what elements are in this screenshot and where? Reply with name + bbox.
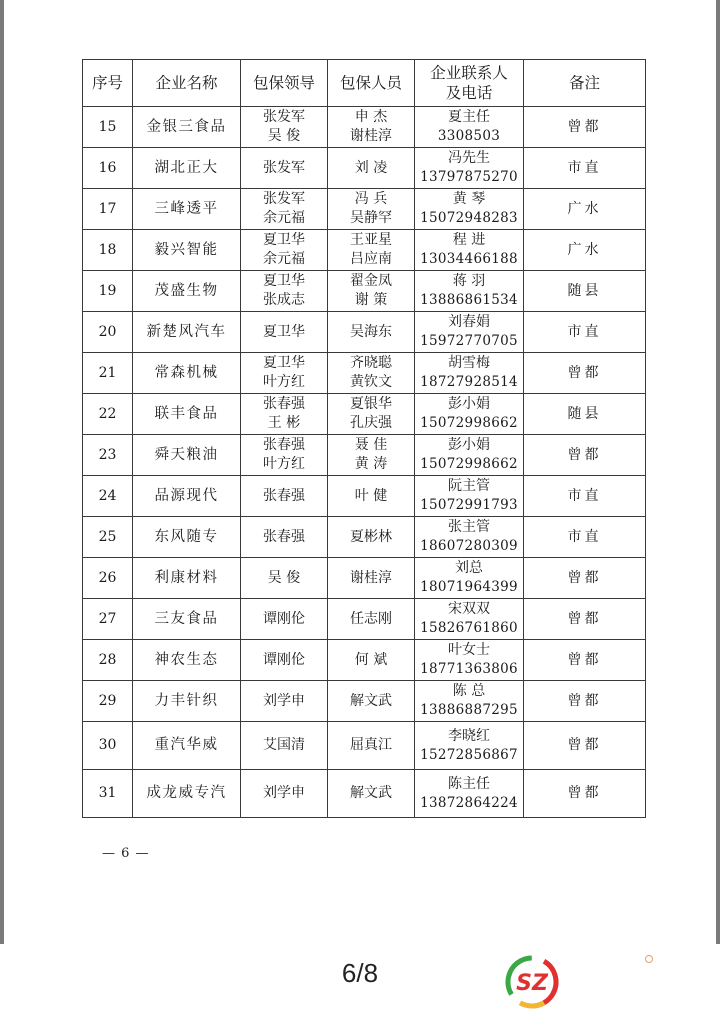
cell-staff-line: 夏银华 (350, 396, 392, 412)
cell-note-line: 广水 (567, 241, 602, 258)
cell-no (83, 107, 133, 148)
cell-staff-line: 解文武 (350, 692, 392, 709)
cell-staff (328, 394, 415, 435)
cell-contact-line: 15272856867 (420, 746, 518, 763)
cell-company-line: 三友食品 (154, 610, 219, 627)
cell-contact-line: 15972770705 (420, 333, 518, 349)
cell-company-line: 湖北正大 (154, 159, 219, 176)
cell-no (83, 640, 133, 681)
cell-company (133, 271, 241, 312)
cell-staff-line: 齐晓聪 (350, 355, 392, 371)
cell-leader-line: 刘学申 (263, 692, 305, 709)
cell-company-line: 常森机械 (154, 364, 219, 381)
cell-leader-line: 夏卫华 (263, 232, 305, 248)
cell-company (133, 189, 241, 230)
cell-no-line: 26 (98, 569, 117, 586)
cell-staff-line: 谢桂淳 (350, 128, 392, 144)
table-row (83, 681, 646, 722)
cell-no-line: 15 (98, 118, 117, 135)
cell-staff-line: 聂 佳 (354, 437, 388, 453)
cell-no (83, 189, 133, 230)
cell-leader (241, 271, 328, 312)
cell-staff-line: 谢桂淳 (350, 569, 392, 586)
table-row (83, 230, 646, 271)
cell-note-line: 曾都 (567, 118, 602, 135)
cell-no-line: 22 (98, 405, 117, 422)
cell-contact (415, 681, 524, 722)
header-staff: 包保人员 (328, 60, 415, 107)
cell-staff-line: 吴静罕 (350, 210, 392, 226)
cell-contact-line: 15072998662 (420, 456, 518, 472)
cell-leader (241, 599, 328, 640)
cell-company (133, 312, 241, 353)
cell-company-line: 舜天粮油 (154, 446, 219, 463)
cell-company-line: 力丰针织 (154, 692, 219, 709)
cell-leader (241, 681, 328, 722)
cell-note-line: 曾都 (567, 651, 602, 668)
cell-leader (241, 107, 328, 148)
cell-no-line: 18 (98, 241, 117, 258)
page-indicator: 6/8 (341, 958, 379, 988)
cell-contact (415, 722, 524, 770)
cell-no-line: 16 (98, 159, 117, 176)
table-row (83, 517, 646, 558)
cell-contact (415, 435, 524, 476)
cell-note (524, 681, 646, 722)
cell-contact-line: 18607280309 (420, 538, 518, 554)
cell-leader (241, 148, 328, 189)
table-row (83, 189, 646, 230)
cell-staff-line: 任志刚 (350, 610, 392, 627)
cell-staff (328, 148, 415, 189)
cell-staff-line: 冯 兵 (354, 191, 388, 207)
table-row (83, 558, 646, 599)
cell-no (83, 558, 133, 599)
cell-staff (328, 517, 415, 558)
cell-leader-line: 王 彬 (267, 415, 301, 431)
cell-no (83, 230, 133, 271)
cell-contact-line: 18771363806 (420, 661, 518, 677)
cell-leader (241, 353, 328, 394)
cell-leader-line: 张春强 (263, 437, 305, 453)
header-contact (415, 60, 524, 107)
cell-contact (415, 599, 524, 640)
cell-leader-line: 吴 俊 (267, 569, 301, 586)
cell-leader-line: 张发军 (263, 109, 305, 125)
cell-company (133, 476, 241, 517)
cell-company (133, 599, 241, 640)
cell-note-line: 随县 (567, 405, 602, 422)
table-row (83, 722, 646, 770)
page-number: — 6 — (102, 846, 150, 861)
cell-no-line: 23 (98, 446, 117, 463)
cell-contact (415, 394, 524, 435)
cell-note-line: 广水 (567, 200, 602, 217)
cell-contact-line: 15072998662 (420, 415, 518, 431)
cell-leader-line: 吴 俊 (267, 128, 301, 144)
cell-leader-line: 夏卫华 (263, 355, 305, 371)
enterprise-table (82, 59, 646, 818)
cell-contact-line: 刘春娟 (448, 314, 490, 330)
document-page (4, 0, 716, 944)
cell-staff (328, 558, 415, 599)
header-no: 序号 (83, 60, 133, 107)
cell-contact (415, 189, 524, 230)
cell-no (83, 353, 133, 394)
cell-leader-line: 刘学申 (263, 785, 305, 801)
cell-leader-line: 叶方红 (263, 374, 305, 390)
table-row (83, 353, 646, 394)
cell-company-line: 品源现代 (154, 487, 219, 504)
cell-staff-line: 孔庆强 (350, 415, 392, 431)
cell-contact-line: 18071964399 (420, 579, 518, 595)
cell-note (524, 770, 646, 818)
cell-company-line: 三峰透平 (154, 200, 219, 217)
cell-contact-line: 夏主任 (448, 109, 490, 125)
cell-note (524, 107, 646, 148)
cell-company (133, 640, 241, 681)
cell-staff-line: 王亚星 (350, 232, 392, 248)
cell-note (524, 148, 646, 189)
cell-no-line: 30 (98, 737, 117, 753)
cell-contact-line: 胡雪梅 (448, 355, 490, 371)
cell-staff-line: 屈真江 (350, 737, 392, 753)
cell-contact-line: 张主管 (448, 519, 490, 535)
cell-note-line: 市直 (567, 528, 602, 545)
cell-contact (415, 640, 524, 681)
cell-no-line: 19 (98, 282, 117, 299)
cell-note-line: 曾都 (567, 610, 602, 627)
cell-contact-line: 15072991793 (420, 497, 518, 513)
cell-note-line: 曾都 (567, 569, 602, 586)
cell-staff-line: 夏彬林 (350, 528, 392, 545)
cell-company-line: 利康材料 (154, 569, 219, 586)
cell-leader-line: 张春强 (263, 528, 305, 545)
cell-contact-line: 13797875270 (420, 169, 518, 185)
logo-text: SZ (516, 971, 548, 996)
cell-no (83, 599, 133, 640)
cell-no-line: 28 (98, 651, 117, 668)
cell-staff-line: 叶 健 (354, 487, 388, 504)
cell-contact-line: 13886887295 (420, 702, 518, 718)
cell-company (133, 394, 241, 435)
cell-no (83, 312, 133, 353)
cell-company (133, 558, 241, 599)
cell-leader (241, 517, 328, 558)
cell-note-line: 曾都 (567, 364, 602, 381)
cell-contact-line: 13034466188 (420, 251, 518, 267)
cell-no-line: 17 (98, 200, 117, 217)
cell-staff (328, 312, 415, 353)
sz-logo-icon[interactable] (502, 952, 562, 1012)
cell-no (83, 394, 133, 435)
cell-staff-line: 吴海东 (350, 323, 392, 340)
cell-staff (328, 107, 415, 148)
cell-no-line: 29 (98, 692, 117, 709)
header-contact-line: 及电话 (445, 84, 493, 102)
cell-note (524, 517, 646, 558)
table-row (83, 107, 646, 148)
cell-leader-line: 夏卫华 (263, 323, 305, 340)
cell-contact-line: 宋双双 (448, 601, 490, 617)
cell-no (83, 271, 133, 312)
notification-dot-icon (645, 955, 653, 963)
cell-contact (415, 353, 524, 394)
cell-leader (241, 722, 328, 770)
cell-leader (241, 476, 328, 517)
cell-staff-line: 何 斌 (354, 651, 388, 668)
cell-no-line: 24 (98, 487, 117, 504)
cell-staff (328, 476, 415, 517)
cell-contact-line: 15072948283 (420, 210, 518, 226)
cell-contact-line: 冯先生 (448, 150, 490, 166)
cell-contact-line: 15826761860 (420, 620, 518, 636)
cell-leader-line: 张成志 (263, 292, 305, 308)
cell-leader-line: 谭刚伦 (263, 610, 305, 627)
cell-staff (328, 770, 415, 818)
header-contact-line: 企业联系人 (430, 64, 508, 82)
cell-company (133, 353, 241, 394)
cell-note-line: 随县 (567, 282, 602, 299)
cell-company-line: 成龙威专汽 (146, 785, 227, 801)
table-row (83, 599, 646, 640)
cell-contact (415, 312, 524, 353)
cell-note-line: 曾都 (567, 737, 602, 753)
cell-staff-line: 翟金凤 (350, 273, 392, 289)
cell-leader (241, 312, 328, 353)
table-row (83, 394, 646, 435)
cell-note (524, 599, 646, 640)
cell-contact-line: 刘总 (455, 560, 483, 576)
cell-contact-line: 程 进 (452, 232, 486, 248)
cell-contact-line: 18727928514 (420, 374, 518, 390)
cell-no-line: 31 (98, 785, 117, 801)
cell-company-line: 联丰食品 (154, 405, 219, 422)
cell-staff-line: 刘 凌 (354, 159, 388, 176)
cell-company-line: 神农生态 (154, 651, 219, 668)
cell-note (524, 394, 646, 435)
cell-company-line: 新楚风汽车 (146, 323, 227, 340)
cell-note (524, 435, 646, 476)
cell-contact-line: 陈 总 (452, 683, 486, 699)
table-row (83, 476, 646, 517)
cell-staff-line: 谢 策 (354, 292, 388, 308)
cell-company (133, 681, 241, 722)
cell-note (524, 271, 646, 312)
cell-leader (241, 230, 328, 271)
cell-company-line: 重汽华威 (154, 737, 219, 753)
cell-no (83, 681, 133, 722)
cell-staff (328, 230, 415, 271)
cell-staff-line: 吕应南 (350, 251, 392, 267)
table-row (83, 640, 646, 681)
cell-no-line: 21 (98, 364, 117, 381)
table-body (83, 107, 646, 818)
cell-contact-line: 李晓红 (448, 727, 490, 744)
cell-company (133, 230, 241, 271)
cell-staff (328, 681, 415, 722)
table-row (83, 271, 646, 312)
cell-note (524, 640, 646, 681)
cell-company-line: 茂盛生物 (154, 282, 219, 299)
cell-contact-line: 陈主任 (448, 775, 490, 792)
cell-contact (415, 107, 524, 148)
cell-note-line: 市直 (567, 487, 602, 504)
cell-staff-line: 解文武 (350, 785, 392, 801)
cell-staff (328, 271, 415, 312)
cell-company-line: 金银三食品 (146, 118, 227, 135)
cell-leader (241, 640, 328, 681)
cell-note (524, 230, 646, 271)
cell-leader (241, 558, 328, 599)
cell-staff-line: 申 杰 (354, 109, 388, 125)
cell-note-line: 曾都 (567, 785, 602, 801)
cell-contact-line: 彭小娟 (448, 437, 490, 453)
cell-note (524, 722, 646, 770)
cell-contact-line: 彭小娟 (448, 396, 490, 412)
cell-contact (415, 476, 524, 517)
cell-contact-line: 3308503 (437, 128, 501, 144)
cell-no (83, 148, 133, 189)
cell-leader-line: 张春强 (263, 487, 305, 504)
cell-no (83, 722, 133, 770)
cell-staff (328, 722, 415, 770)
cell-note-line: 曾都 (567, 446, 602, 463)
cell-no-line: 25 (98, 528, 117, 545)
cell-contact-line: 13886861534 (420, 292, 518, 308)
cell-company (133, 148, 241, 189)
cell-note-line: 市直 (567, 159, 602, 176)
table-header-row (83, 60, 646, 107)
header-company: 企业名称 (133, 60, 241, 107)
cell-company (133, 517, 241, 558)
cell-note-line: 曾都 (567, 692, 602, 709)
cell-contact (415, 230, 524, 271)
cell-company (133, 107, 241, 148)
cell-leader-line: 张春强 (263, 396, 305, 412)
cell-staff (328, 353, 415, 394)
cell-staff (328, 435, 415, 476)
cell-contact-line: 13872864224 (420, 794, 518, 811)
cell-note (524, 189, 646, 230)
cell-leader (241, 435, 328, 476)
cell-contact-line: 黄 琴 (452, 191, 486, 207)
cell-note-line: 市直 (567, 323, 602, 340)
cell-staff (328, 189, 415, 230)
table-row (83, 312, 646, 353)
cell-company (133, 722, 241, 770)
cell-no (83, 517, 133, 558)
cell-staff (328, 599, 415, 640)
cell-staff-line: 黄钦文 (350, 374, 392, 390)
cell-leader-line: 艾国清 (263, 737, 305, 753)
cell-note (524, 353, 646, 394)
cell-leader-line: 叶方红 (263, 456, 305, 472)
cell-leader-line: 余元福 (263, 251, 305, 267)
cell-leader (241, 394, 328, 435)
header-leader: 包保领导 (241, 60, 328, 107)
cell-leader-line: 谭刚伦 (263, 651, 305, 668)
cell-contact-line: 叶女士 (448, 642, 490, 658)
cell-leader (241, 189, 328, 230)
cell-note (524, 476, 646, 517)
table-row (83, 770, 646, 818)
cell-contact (415, 148, 524, 189)
cell-leader-line: 张发军 (263, 159, 305, 176)
cell-contact-line: 蒋 羽 (452, 273, 486, 289)
cell-leader-line: 余元福 (263, 210, 305, 226)
cell-note (524, 558, 646, 599)
cell-contact (415, 517, 524, 558)
header-note: 备注 (524, 60, 646, 107)
cell-no (83, 435, 133, 476)
cell-note (524, 312, 646, 353)
table-row (83, 435, 646, 476)
cell-contact (415, 558, 524, 599)
cell-contact (415, 271, 524, 312)
cell-contact (415, 770, 524, 818)
cell-company (133, 770, 241, 818)
cell-contact-line: 阮主管 (448, 478, 490, 494)
cell-no (83, 770, 133, 818)
cell-company (133, 435, 241, 476)
cell-company-line: 毅兴智能 (154, 241, 219, 258)
cell-leader-line: 夏卫华 (263, 273, 305, 289)
cell-staff-line: 黄 涛 (354, 456, 388, 472)
cell-leader-line: 张发军 (263, 191, 305, 207)
cell-company-line: 东风随专 (154, 528, 219, 545)
cell-leader (241, 770, 328, 818)
cell-no-line: 20 (98, 323, 117, 340)
cell-no (83, 476, 133, 517)
cell-staff (328, 640, 415, 681)
table-row (83, 148, 646, 189)
cell-no-line: 27 (98, 610, 117, 627)
